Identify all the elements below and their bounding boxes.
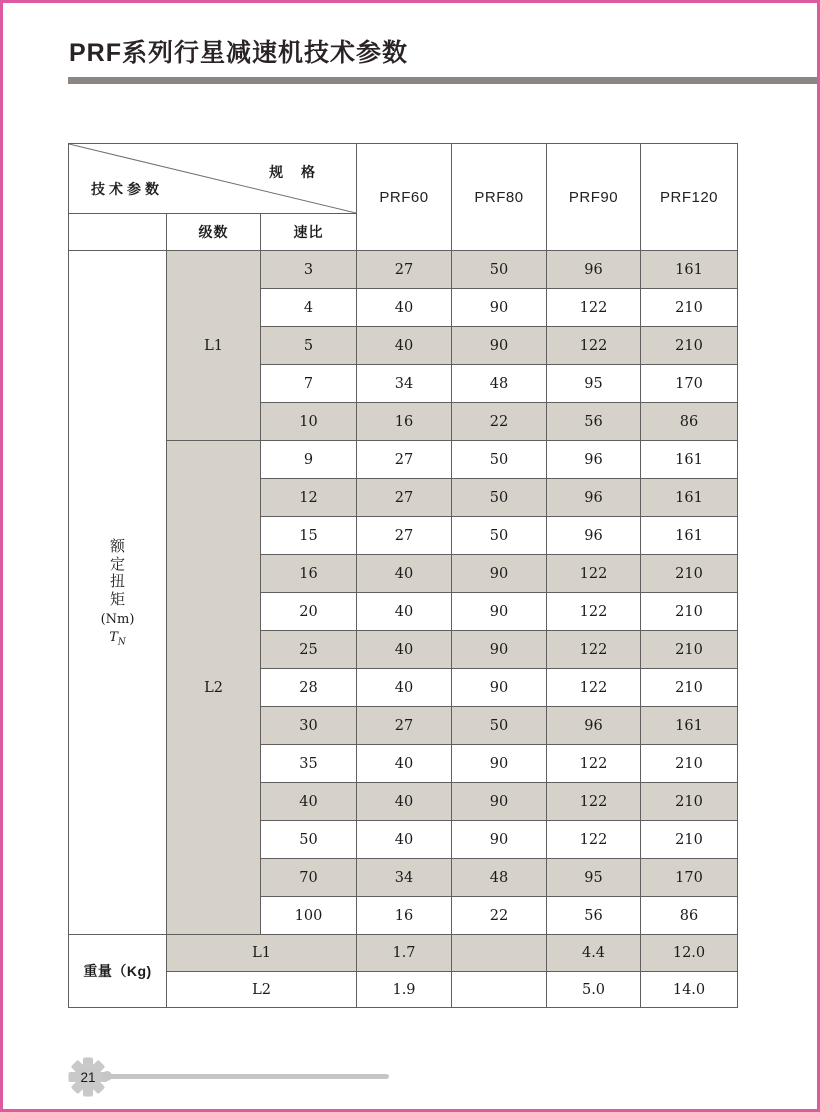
torque-value-prf120: 210 [641, 745, 738, 783]
corner-label-params: 技术参数 [91, 181, 163, 197]
torque-value-prf80: 50 [452, 517, 547, 555]
torque-value-prf60: 16 [357, 403, 452, 441]
weight-value-prf60: 1.9 [357, 972, 452, 1008]
torque-value-prf60: 40 [357, 327, 452, 365]
torque-value-prf80: 50 [452, 479, 547, 517]
weight-value-prf80 [452, 972, 547, 1008]
ratio-cell: 10 [261, 403, 357, 441]
torque-value-prf90: 122 [547, 593, 641, 631]
torque-value-prf80: 48 [452, 859, 547, 897]
torque-value-prf60: 40 [357, 745, 452, 783]
table-corner-cell [69, 144, 357, 214]
torque-value-prf120: 170 [641, 859, 738, 897]
torque-value-prf120: 161 [641, 707, 738, 745]
torque-value-prf80: 90 [452, 593, 547, 631]
stage-group-label-l2: L2 [167, 441, 261, 935]
torque-value-prf60: 27 [357, 479, 452, 517]
torque-value-prf90: 96 [547, 441, 641, 479]
subheader-stages: 级数 [167, 214, 261, 251]
torque-value-prf90: 56 [547, 403, 641, 441]
column-header-prf120: PRF120 [641, 144, 738, 251]
torque-value-prf60: 34 [357, 365, 452, 403]
torque-value-prf80: 90 [452, 327, 547, 365]
ratio-cell: 30 [261, 707, 357, 745]
torque-value-prf120: 210 [641, 327, 738, 365]
torque-value-prf60: 40 [357, 821, 452, 859]
ratio-cell: 7 [261, 365, 357, 403]
torque-value-prf120: 210 [641, 669, 738, 707]
torque-value-prf90: 95 [547, 365, 641, 403]
ratio-cell: 9 [261, 441, 357, 479]
torque-value-prf120: 161 [641, 251, 738, 289]
torque-value-prf90: 122 [547, 669, 641, 707]
torque-unit-label: (Nm) [100, 611, 135, 627]
torque-value-prf80: 90 [452, 289, 547, 327]
column-header-prf80: PRF80 [452, 144, 547, 251]
torque-value-prf120: 161 [641, 479, 738, 517]
title-underline-bar [68, 77, 817, 84]
torque-value-prf80: 90 [452, 555, 547, 593]
torque-value-prf80: 50 [452, 251, 547, 289]
torque-value-prf60: 40 [357, 555, 452, 593]
torque-value-prf120: 210 [641, 289, 738, 327]
column-header-prf90: PRF90 [547, 144, 641, 251]
torque-value-prf120: 210 [641, 555, 738, 593]
torque-value-prf60: 40 [357, 669, 452, 707]
torque-value-prf120: 210 [641, 593, 738, 631]
ratio-cell: 28 [261, 669, 357, 707]
torque-value-prf80: 90 [452, 745, 547, 783]
ratio-cell: 50 [261, 821, 357, 859]
stage-group-label-l1: L1 [167, 251, 261, 441]
torque-value-prf120: 86 [641, 897, 738, 935]
torque-value-prf120: 86 [641, 403, 738, 441]
torque-value-prf60: 27 [357, 251, 452, 289]
ratio-cell: 25 [261, 631, 357, 669]
ratio-cell: 35 [261, 745, 357, 783]
ratio-cell: 100 [261, 897, 357, 935]
torque-value-prf90: 122 [547, 631, 641, 669]
torque-value-prf90: 56 [547, 897, 641, 935]
torque-value-prf80: 22 [452, 403, 547, 441]
ratio-cell: 40 [261, 783, 357, 821]
weight-value-prf60: 1.7 [357, 935, 452, 972]
torque-value-prf120: 170 [641, 365, 738, 403]
corner-label-spec: 规 格 [269, 164, 322, 180]
torque-symbol-subscript: N [117, 637, 126, 648]
torque-value-prf90: 96 [547, 251, 641, 289]
ratio-cell: 20 [261, 593, 357, 631]
ratio-cell: 70 [261, 859, 357, 897]
page-number: 21 [80, 1069, 96, 1085]
subheader-ratio: 速比 [261, 214, 357, 251]
torque-value-prf90: 96 [547, 517, 641, 555]
torque-value-prf80: 90 [452, 631, 547, 669]
torque-label-cell [69, 251, 167, 935]
torque-value-prf80: 48 [452, 365, 547, 403]
weight-value-prf120: 14.0 [641, 972, 738, 1008]
weight-value-prf90: 4.4 [547, 935, 641, 972]
weight-value-prf90: 5.0 [547, 972, 641, 1008]
ratio-cell: 15 [261, 517, 357, 555]
ratio-cell: 4 [261, 289, 357, 327]
weight-stage-label-l2: L2 [167, 972, 357, 1008]
torque-value-prf60: 40 [357, 631, 452, 669]
torque-value-prf60: 16 [357, 897, 452, 935]
torque-value-prf120: 210 [641, 821, 738, 859]
torque-value-prf120: 161 [641, 517, 738, 555]
torque-value-prf90: 122 [547, 289, 641, 327]
torque-value-prf80: 90 [452, 783, 547, 821]
torque-value-prf60: 27 [357, 707, 452, 745]
torque-value-prf80: 90 [452, 821, 547, 859]
torque-value-prf60: 27 [357, 517, 452, 555]
torque-value-prf120: 210 [641, 783, 738, 821]
torque-value-prf80: 50 [452, 441, 547, 479]
torque-value-prf90: 122 [547, 327, 641, 365]
torque-value-prf80: 22 [452, 897, 547, 935]
weight-label-cell: 重量（Kg) [69, 935, 167, 1008]
weight-value-prf80 [452, 935, 547, 972]
footer-decorative-line [107, 1074, 389, 1079]
spec-table [68, 143, 738, 1008]
torque-value-prf90: 122 [547, 745, 641, 783]
torque-value-prf60: 34 [357, 859, 452, 897]
ratio-cell: 3 [261, 251, 357, 289]
torque-value-prf90: 96 [547, 707, 641, 745]
torque-value-prf60: 40 [357, 289, 452, 327]
torque-value-prf80: 50 [452, 707, 547, 745]
torque-value-prf90: 122 [547, 821, 641, 859]
torque-value-prf80: 90 [452, 669, 547, 707]
torque-symbol-label [109, 630, 126, 648]
ratio-cell: 5 [261, 327, 357, 365]
torque-value-prf60: 27 [357, 441, 452, 479]
torque-value-prf90: 96 [547, 479, 641, 517]
torque-label-vertical: 额定扭矩 [109, 536, 125, 608]
weight-value-prf120: 12.0 [641, 935, 738, 972]
torque-value-prf60: 40 [357, 593, 452, 631]
subheader-empty-cell [69, 214, 167, 251]
torque-value-prf90: 95 [547, 859, 641, 897]
page-title: PRF系列行星减速机技术参数 [69, 39, 409, 67]
torque-value-prf120: 210 [641, 631, 738, 669]
column-header-prf60: PRF60 [357, 144, 452, 251]
torque-value-prf60: 40 [357, 783, 452, 821]
ratio-cell: 16 [261, 555, 357, 593]
torque-value-prf90: 122 [547, 555, 641, 593]
torque-symbol-t: T [109, 629, 118, 645]
ratio-cell: 12 [261, 479, 357, 517]
torque-value-prf90: 122 [547, 783, 641, 821]
weight-stage-label-l1: L1 [167, 935, 357, 972]
torque-value-prf120: 161 [641, 441, 738, 479]
